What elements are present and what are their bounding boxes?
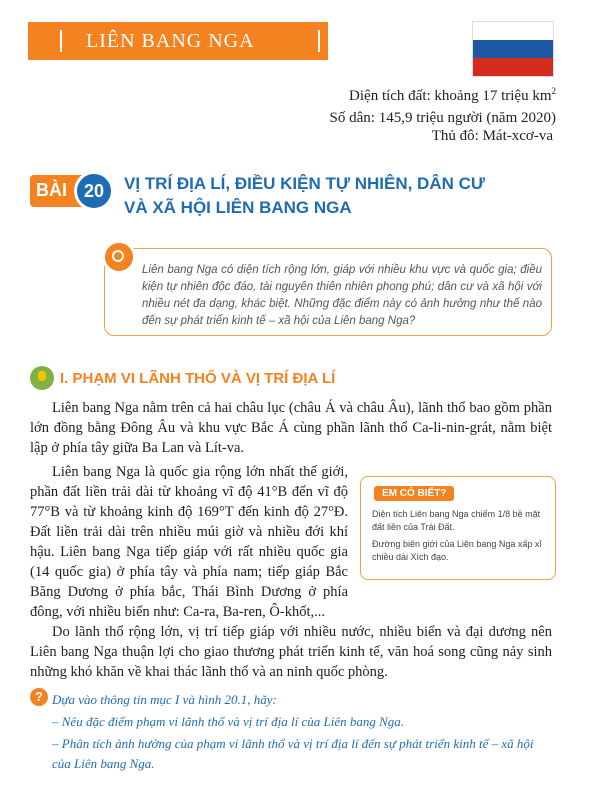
question-item-2: – Phân tích ảnh hưởng của phạm vi lãnh thổ và vị trí địa lí đến sự phát triển kinh tế – xã hội của Liên bang Nga. xyxy=(52,736,534,771)
country-facts xyxy=(330,80,556,129)
header-band xyxy=(28,22,328,60)
question-icon: ? xyxy=(30,688,48,706)
know-fact-2: Đường biên giới của Liên bang Nga xấp xỉ chiều dài Xích đạo. xyxy=(372,539,542,562)
lightbulb-icon xyxy=(30,366,54,390)
power-icon xyxy=(102,240,136,274)
intro-text: Liên bang Nga có diện tích rộng lớn, giáp với nhiều khu vực và quốc gia; điều kiện tự nhiên độc đáo, tài nguyên thiên nhiên phong phú; dân cư và xã hội với nhiều nét đa dạng, khác biệt. Những đặc điểm này có ảnh hưởng như thế nào đến sự phát triển kinh tế – xã hội của Liên bang Nga? xyxy=(142,264,542,327)
fact-population: Số dân: 145,9 triệu người (năm 2020) xyxy=(329,110,556,126)
did-you-know-text xyxy=(372,508,550,568)
header-divider xyxy=(60,30,62,52)
lesson-number: 20 xyxy=(74,171,114,211)
question-item-1: – Nêu đặc điểm phạm vi lãnh thổ và vị trí địa lí của Liên bang Nga. xyxy=(52,714,405,729)
lesson-title-line1: VỊ TRÍ ĐỊA LÍ, ĐIỀU KIỆN TỰ NHIÊN, DÂN CƯ xyxy=(124,174,485,193)
lesson-title-line2: VÀ XÃ HỘI LIÊN BANG NGA xyxy=(124,198,352,217)
header-divider xyxy=(318,30,320,52)
section-title: I. PHẠM VI LÃNH THỔ VÀ VỊ TRÍ ĐỊA LÍ xyxy=(60,370,336,387)
question-prompt: Dựa vào thông tin mục I và hình 20.1, hãy: xyxy=(52,692,277,707)
know-fact-1: Diện tích Liên bang Nga chiếm 1/8 bề mặt đất liền của Trái Đất. xyxy=(372,509,541,532)
lesson-badge xyxy=(30,175,112,207)
lesson-label: BÀI xyxy=(36,180,67,200)
country-title: LIÊN BANG NGA xyxy=(86,30,255,52)
russia-flag-icon xyxy=(473,22,553,76)
paragraph-2: Liên bang Nga là quốc gia rộng lớn nhất thế giới, phần đất liền trải dài từ khoảng vĩ độ 41°B đến vĩ độ 77°B và từ khoảng kinh độ 169°T đến kinh độ 27°Đ. Đất liền trải dài trên nhiều múi giờ và nhiều đới khí hậu. Liên bang Nga tiếp giáp với rất nhiều quốc gia (14 quốc gia) ở phía tây và phía nam; tiếp giáp Bắc Băng Dương ở phía bắc, Thái Bình Dương ở phía đông, với nhiều biển như: Ca-ra, Ba-ren, Ô-khốt,... xyxy=(30,464,348,620)
did-you-know-tag: EM CÓ BIẾT? xyxy=(374,486,454,501)
paragraph-3: Do lãnh thổ rộng lớn, vị trí tiếp giáp với nhiều nước, nhiều biển và đại dương nên Liên bang Nga thuận lợi cho giao thương phát triển kinh tế, văn hoá song cũng nảy sinh những khó khăn về khai thác lãnh thổ và an ninh quốc phòng. xyxy=(30,624,552,680)
fact-area: Diện tích đất: khoảng 17 triệu $km^2$ xyxy=(349,86,556,104)
lesson-title xyxy=(124,172,544,220)
fact-capital: Thủ đô: Mát-xcơ-va xyxy=(431,128,553,144)
paragraph-1: Liên bang Nga nằm trên cả hai châu lục (châu Á và châu Âu), lãnh thổ bao gồm phần lớn đồng bằng Đông Âu và khu vực Bắc Á cùng phần lãnh thổ Ca-li-nin-grát, nằm biệt lập ở phía tây giữa Ba Lan và Lít-va. xyxy=(30,400,552,456)
